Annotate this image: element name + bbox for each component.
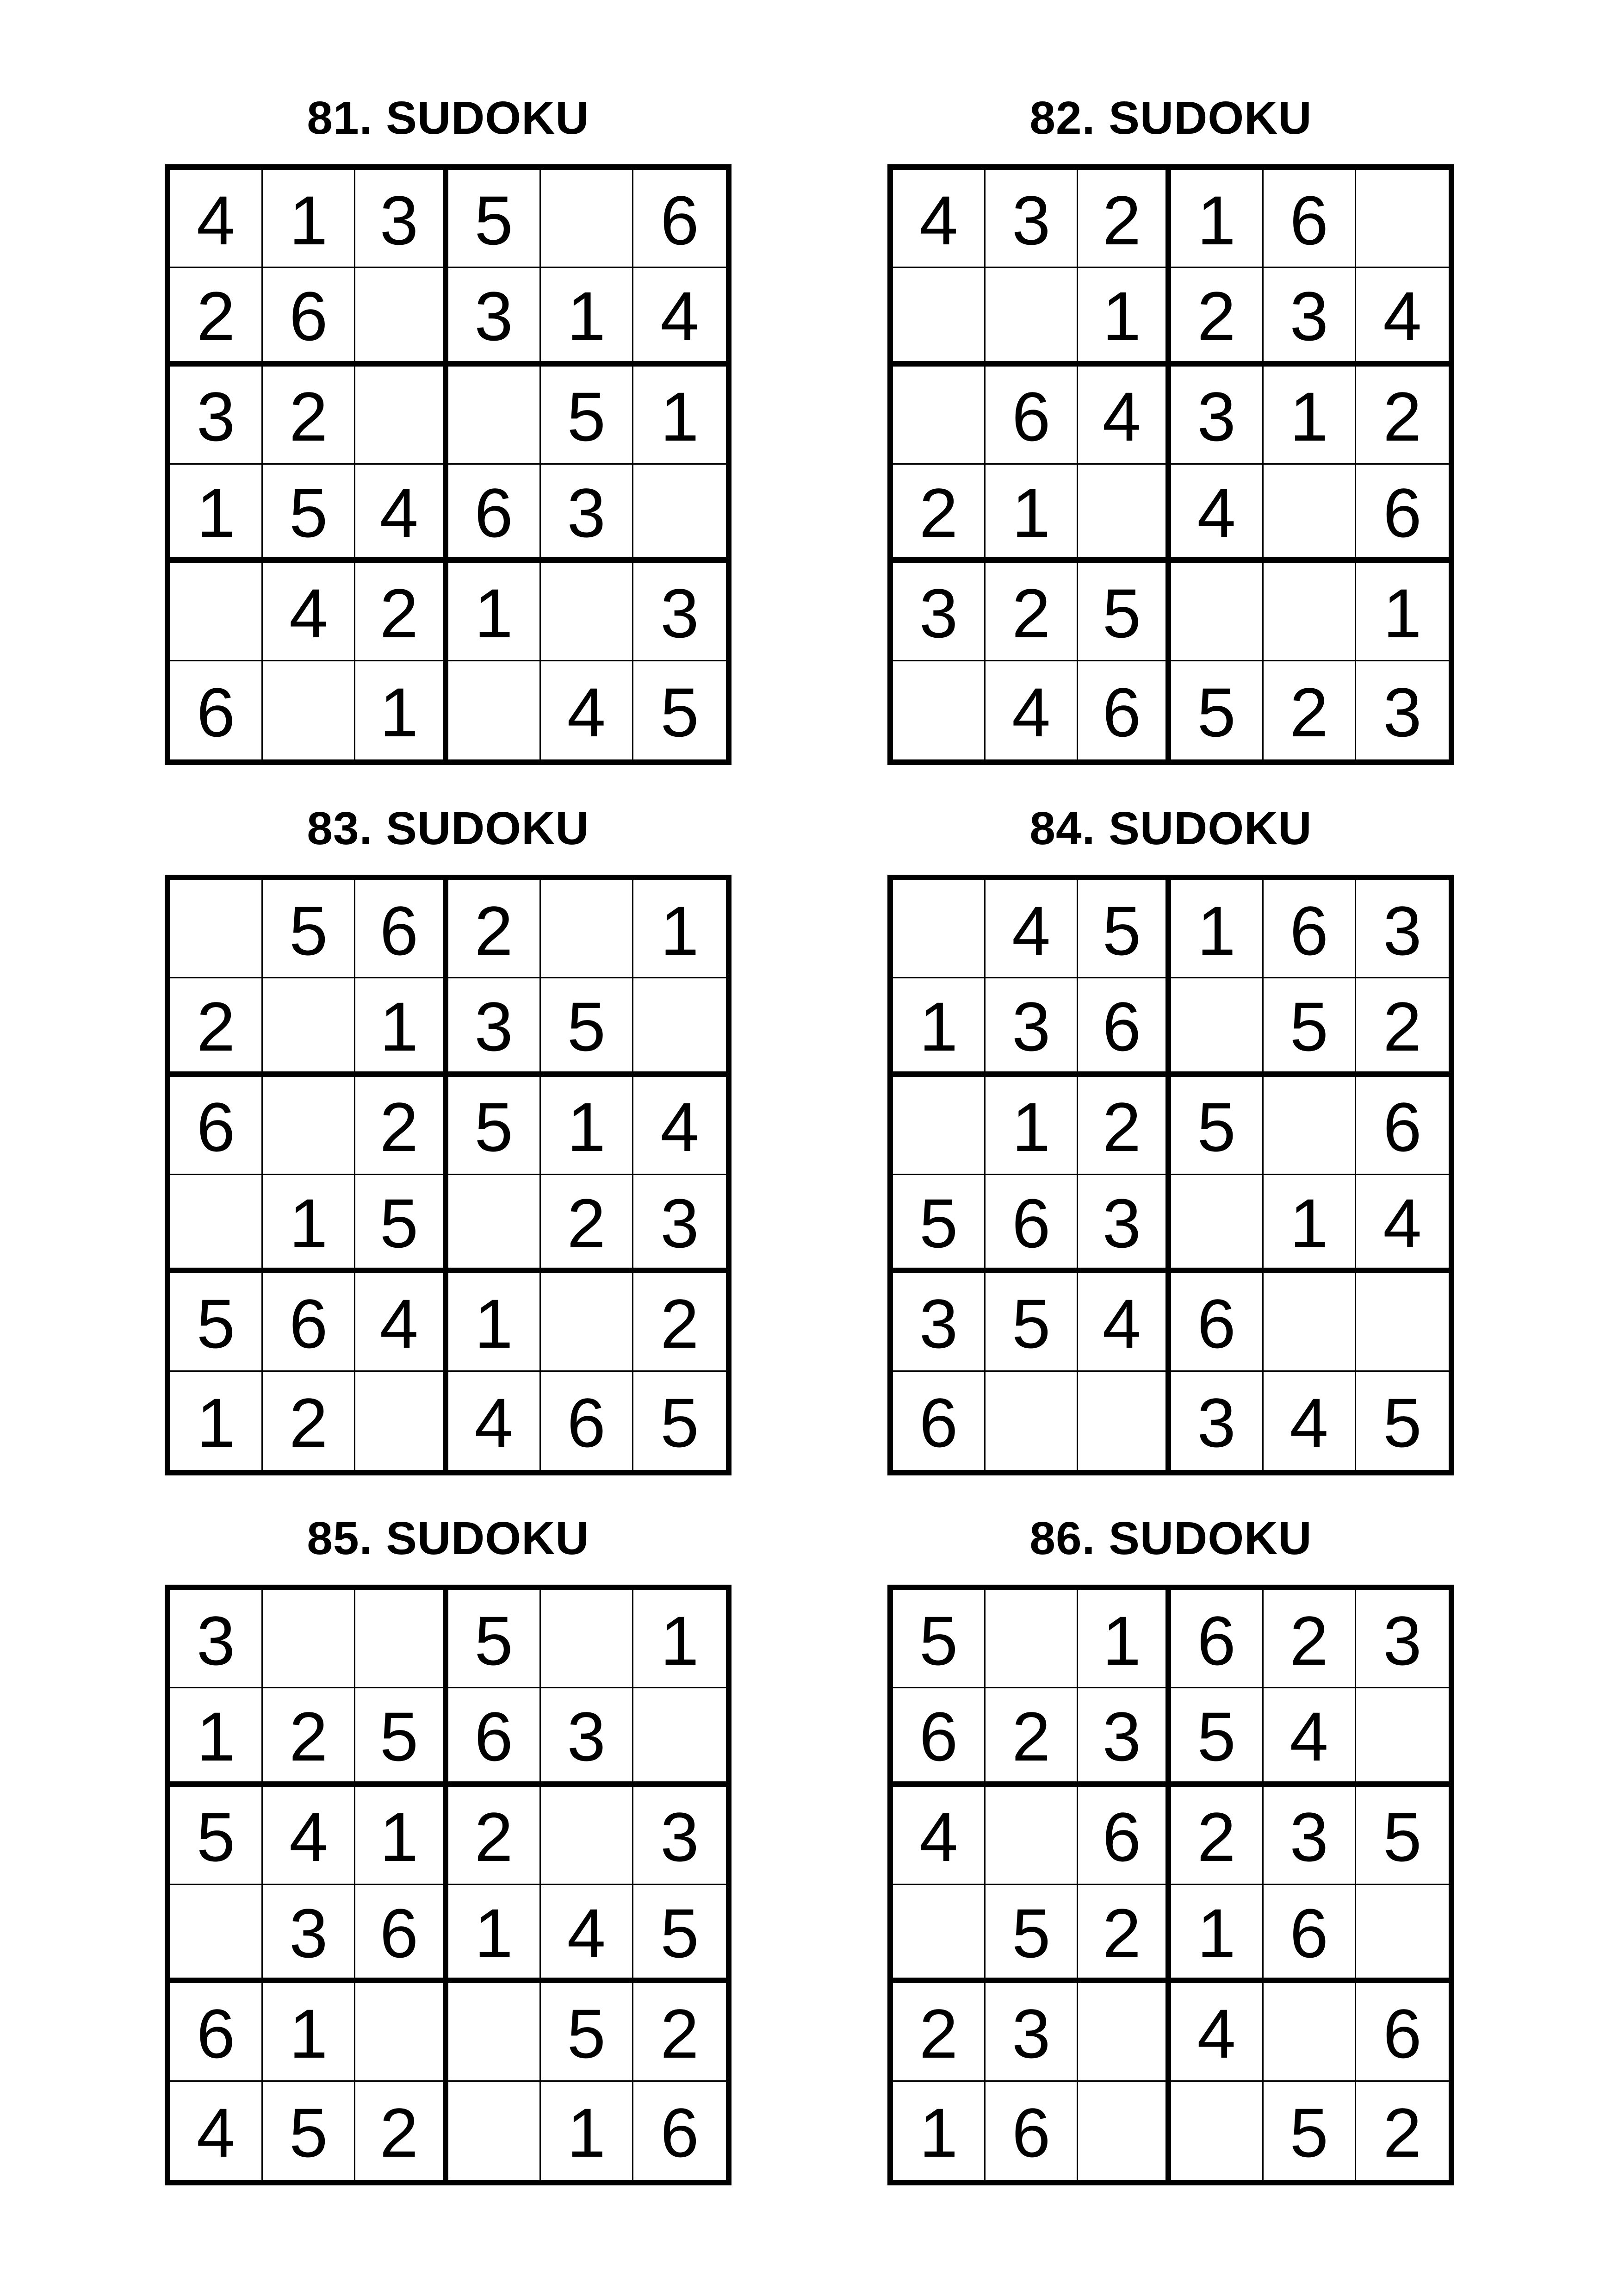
sudoku-cell[interactable]: 6 — [355, 1885, 448, 1983]
sudoku-cell[interactable]: 3 — [986, 978, 1078, 1076]
sudoku-cell[interactable] — [893, 367, 986, 465]
sudoku-grid — [165, 164, 732, 765]
sudoku-cell[interactable]: 6 — [1264, 1885, 1356, 1983]
sudoku-cell[interactable]: 4 — [355, 1273, 448, 1371]
sudoku-cell[interactable] — [633, 978, 726, 1076]
sudoku-cell[interactable]: 1 — [541, 268, 633, 366]
sudoku-cell[interactable]: 6 — [893, 1372, 986, 1470]
sudoku-cell[interactable]: 6 — [1264, 880, 1356, 978]
sudoku-cell[interactable] — [541, 1787, 633, 1885]
sudoku-cell[interactable] — [1264, 1077, 1356, 1175]
sudoku-cell[interactable]: 5 — [986, 1273, 1078, 1371]
sudoku-cell[interactable]: 4 — [986, 661, 1078, 759]
sudoku-puzzle — [887, 782, 1454, 1475]
sudoku-cell[interactable]: 3 — [1383, 673, 1422, 751]
sudoku-cell[interactable]: 3 — [170, 367, 263, 465]
puzzle-title: 85. SUDOKU — [307, 1512, 589, 1564]
sudoku-cell[interactable] — [893, 1077, 986, 1175]
sudoku-cell[interactable] — [1078, 465, 1171, 563]
sudoku-cell[interactable]: 4 — [541, 661, 633, 759]
sudoku-cell[interactable]: 4 — [1356, 268, 1449, 366]
sudoku-cell[interactable]: 5 — [1171, 661, 1264, 759]
sudoku-cell[interactable]: 6 — [263, 1273, 355, 1371]
sudoku-cell[interactable]: 4 — [541, 1885, 633, 1983]
sudoku-cell[interactable]: 3 — [1171, 367, 1264, 465]
sudoku-cell[interactable] — [170, 563, 263, 661]
sudoku-cell[interactable]: 4 — [1078, 1273, 1171, 1371]
sudoku-cell[interactable]: 5 — [448, 1077, 541, 1175]
sudoku-cell[interactable]: 1 — [1264, 367, 1356, 465]
sudoku-cell[interactable] — [541, 1273, 633, 1371]
sudoku-cell[interactable]: 2 — [1171, 1787, 1264, 1885]
sudoku-grid — [887, 164, 1454, 765]
sudoku-cell[interactable]: 6 — [1078, 978, 1171, 1076]
sudoku-cell[interactable]: 6 — [1171, 1273, 1264, 1371]
sudoku-cell[interactable]: 3 — [893, 563, 986, 661]
sudoku-cell[interactable]: 2 — [1264, 661, 1356, 759]
sudoku-cell[interactable]: 2 — [448, 1787, 541, 1885]
sudoku-cell[interactable]: 2 — [1383, 2093, 1422, 2172]
sudoku-puzzle — [887, 72, 1454, 765]
sudoku-cell[interactable]: 5 — [660, 1383, 699, 1462]
puzzle-title: 83. SUDOKU — [307, 803, 589, 854]
sudoku-cell[interactable]: 1 — [448, 1885, 541, 1983]
sudoku-cell[interactable]: 1 — [263, 170, 355, 268]
sudoku-cell[interactable]: 5 — [986, 1885, 1078, 1983]
sudoku-cell[interactable]: 1 — [633, 880, 726, 978]
sudoku-cell[interactable]: 3 — [986, 170, 1078, 268]
sudoku-cell[interactable] — [893, 661, 986, 759]
sudoku-cell[interactable]: 5 — [1356, 1787, 1449, 1885]
sudoku-cell[interactable]: 2 — [355, 1077, 448, 1175]
sudoku-cell[interactable]: 5 — [263, 465, 355, 563]
sudoku-cell[interactable]: 6 — [1078, 661, 1171, 759]
sudoku-cell[interactable]: 2 — [633, 1983, 726, 2081]
sudoku-cell[interactable]: 2 — [1078, 1885, 1171, 1983]
sudoku-cell[interactable]: 6 — [986, 2082, 1078, 2180]
sudoku-cell[interactable] — [541, 880, 633, 978]
sudoku-cell[interactable]: 5 — [1171, 1077, 1264, 1175]
sudoku-cell[interactable] — [1356, 1688, 1449, 1786]
sudoku-cell[interactable] — [541, 170, 633, 268]
sudoku-cell[interactable] — [355, 1372, 448, 1470]
sudoku-cell[interactable]: 3 — [263, 1885, 355, 1983]
sudoku-cell[interactable] — [448, 661, 541, 759]
sudoku-cell[interactable]: 6 — [1356, 1077, 1449, 1175]
sudoku-cell[interactable]: 5 — [448, 170, 541, 268]
sudoku-cell[interactable] — [263, 1590, 355, 1688]
puzzle-title: 84. SUDOKU — [1029, 803, 1312, 854]
sudoku-cell[interactable]: 5 — [263, 2082, 355, 2180]
sudoku-cell[interactable]: 5 — [355, 1688, 448, 1786]
puzzle-title: 82. SUDOKU — [1029, 92, 1312, 144]
sudoku-cell[interactable]: 4 — [170, 170, 263, 268]
sudoku-cell[interactable]: 5 — [541, 978, 633, 1076]
sudoku-cell[interactable]: 6 — [170, 661, 263, 759]
sudoku-cell[interactable]: 3 — [1078, 1688, 1171, 1786]
sudoku-cell[interactable]: 4 — [1171, 1983, 1264, 2081]
sudoku-cell[interactable]: 5 — [633, 1885, 726, 1983]
sudoku-cell[interactable]: 3 — [170, 1590, 263, 1688]
sudoku-cell[interactable]: 2 — [1078, 170, 1171, 268]
sudoku-cell[interactable]: 5 — [355, 1175, 448, 1273]
sudoku-cell[interactable] — [1264, 465, 1356, 563]
sudoku-cell[interactable]: 3 — [633, 1175, 726, 1273]
sudoku-cell[interactable]: 3 — [986, 1983, 1078, 2081]
sudoku-cell[interactable]: 6 — [660, 2093, 699, 2172]
sudoku-cell[interactable]: 1 — [1171, 1885, 1264, 1983]
sudoku-cell[interactable]: 6 — [986, 1175, 1078, 1273]
sudoku-cell[interactable] — [1078, 2082, 1171, 2180]
sudoku-cell[interactable]: 3 — [1356, 880, 1449, 978]
sudoku-cell[interactable]: 2 — [1356, 367, 1449, 465]
sudoku-cell[interactable] — [1264, 1273, 1356, 1371]
sudoku-cell[interactable]: 3 — [1356, 1590, 1449, 1688]
sudoku-cell[interactable]: 6 — [986, 367, 1078, 465]
sudoku-cell[interactable]: 6 — [170, 1983, 263, 2081]
sudoku-cell[interactable]: 2 — [170, 268, 263, 366]
sudoku-cell[interactable] — [893, 880, 986, 978]
sudoku-cell[interactable]: 6 — [1264, 170, 1356, 268]
sudoku-cell[interactable] — [448, 1983, 541, 2081]
sudoku-cell[interactable]: 4 — [1356, 1175, 1449, 1273]
sudoku-cell[interactable]: 1 — [633, 1590, 726, 1688]
sudoku-cell[interactable]: 1 — [355, 978, 448, 1076]
sudoku-cell[interactable]: 4 — [893, 1787, 986, 1885]
sudoku-cell[interactable] — [633, 1688, 726, 1786]
sudoku-cell[interactable] — [1171, 2082, 1264, 2180]
sudoku-cell[interactable]: 5 — [1078, 563, 1171, 661]
sudoku-cell[interactable]: 6 — [541, 1372, 633, 1470]
sudoku-cell[interactable]: 4 — [1264, 1688, 1356, 1786]
sudoku-cell[interactable]: 2 — [263, 1688, 355, 1786]
sudoku-cell[interactable]: 4 — [263, 1787, 355, 1885]
sudoku-cell[interactable] — [263, 978, 355, 1076]
sudoku-cell[interactable]: 1 — [541, 2082, 633, 2180]
sudoku-cell[interactable] — [986, 268, 1078, 366]
sudoku-cell[interactable]: 2 — [1171, 268, 1264, 366]
puzzle-title: 81. SUDOKU — [307, 92, 589, 144]
sudoku-cell[interactable]: 1 — [1171, 880, 1264, 978]
sudoku-cell[interactable]: 4 — [263, 563, 355, 661]
sudoku-cell[interactable]: 1 — [1356, 563, 1449, 661]
sudoku-cell[interactable] — [448, 2082, 541, 2180]
sudoku-cell[interactable]: 5 — [1264, 978, 1356, 1076]
sudoku-puzzle — [887, 1492, 1454, 2185]
sudoku-cell[interactable]: 5 — [1078, 880, 1171, 978]
sudoku-cell[interactable]: 2 — [1078, 1077, 1171, 1175]
sudoku-cell[interactable] — [986, 1590, 1078, 1688]
sudoku-cell[interactable]: 3 — [893, 1273, 986, 1371]
sudoku-cell[interactable] — [263, 661, 355, 759]
sudoku-grid — [887, 875, 1454, 1475]
sudoku-cell[interactable]: 2 — [1356, 978, 1449, 1076]
sudoku-cell[interactable]: 1 — [170, 1688, 263, 1786]
sudoku-cell[interactable]: 2 — [633, 1273, 726, 1371]
sudoku-cell[interactable]: 2 — [893, 1983, 986, 2081]
sudoku-cell[interactable]: 4 — [355, 465, 448, 563]
sudoku-cell[interactable]: 4 — [633, 268, 726, 366]
sudoku-puzzle — [165, 1492, 732, 2185]
sudoku-cell[interactable] — [355, 268, 448, 366]
sudoku-cell[interactable]: 3 — [448, 268, 541, 366]
sudoku-cell[interactable]: 6 — [1171, 1590, 1264, 1688]
sudoku-cell[interactable]: 6 — [263, 268, 355, 366]
sudoku-cell[interactable]: 3 — [633, 563, 726, 661]
sudoku-cell[interactable]: 3 — [633, 1787, 726, 1885]
sudoku-cell[interactable]: 3 — [1171, 1372, 1264, 1470]
sudoku-cell[interactable]: 4 — [448, 1372, 541, 1470]
sudoku-cell[interactable] — [893, 1885, 986, 1983]
sudoku-cell[interactable]: 4 — [1078, 367, 1171, 465]
sudoku-cell[interactable]: 6 — [1078, 1787, 1171, 1885]
sudoku-cell[interactable]: 3 — [1264, 268, 1356, 366]
sudoku-cell[interactable] — [1078, 1983, 1171, 2081]
sudoku-cell[interactable]: 2 — [263, 1372, 355, 1470]
sudoku-cell[interactable]: 1 — [1171, 170, 1264, 268]
sudoku-cell[interactable]: 3 — [1078, 1175, 1171, 1273]
sudoku-cell[interactable]: 2 — [986, 563, 1078, 661]
sudoku-cell[interactable]: 4 — [633, 1077, 726, 1175]
sudoku-grid — [165, 875, 732, 1475]
sudoku-cell[interactable]: 4 — [170, 2082, 263, 2180]
sudoku-cell[interactable] — [633, 465, 726, 563]
sudoku-cell[interactable]: 3 — [355, 170, 448, 268]
sudoku-cell[interactable]: 1 — [986, 465, 1078, 563]
sudoku-cell[interactable]: 6 — [448, 465, 541, 563]
puzzle-title: 86. SUDOKU — [1029, 1512, 1312, 1564]
sudoku-puzzle — [165, 72, 732, 765]
sudoku-cell[interactable]: 1 — [633, 367, 726, 465]
sudoku-cell[interactable]: 5 — [1264, 2082, 1356, 2180]
sudoku-grid — [887, 1585, 1454, 2185]
sudoku-cell[interactable]: 1 — [1264, 1175, 1356, 1273]
sudoku-cell[interactable]: 3 — [1264, 1787, 1356, 1885]
sudoku-cell[interactable]: 5 — [893, 1175, 986, 1273]
sudoku-cell[interactable] — [986, 1787, 1078, 1885]
sudoku-cell[interactable]: 5 — [541, 1983, 633, 2081]
sudoku-cell[interactable]: 6 — [170, 1077, 263, 1175]
sudoku-cell[interactable]: 5 — [170, 1273, 263, 1371]
sudoku-cell[interactable] — [170, 1175, 263, 1273]
sudoku-cell[interactable]: 1 — [1078, 268, 1171, 366]
sudoku-cell[interactable] — [355, 1590, 448, 1688]
sudoku-cell[interactable]: 1 — [355, 661, 448, 759]
sudoku-cell[interactable] — [448, 1175, 541, 1273]
sudoku-cell[interactable]: 4 — [1264, 1372, 1356, 1470]
sudoku-cell[interactable]: 6 — [355, 880, 448, 978]
sudoku-cell[interactable] — [1356, 1273, 1449, 1371]
sudoku-cell[interactable] — [541, 563, 633, 661]
sudoku-cell[interactable]: 2 — [355, 2082, 448, 2180]
sudoku-cell[interactable]: 2 — [541, 1175, 633, 1273]
sudoku-cell[interactable]: 2 — [986, 1688, 1078, 1786]
sudoku-cell[interactable] — [1356, 170, 1449, 268]
sudoku-cell[interactable] — [1264, 563, 1356, 661]
sudoku-cell[interactable]: 1 — [541, 1077, 633, 1175]
sudoku-cell[interactable]: 1 — [1078, 1590, 1171, 1688]
sudoku-cell[interactable]: 5 — [448, 1590, 541, 1688]
sudoku-cell[interactable] — [448, 367, 541, 465]
sudoku-cell[interactable] — [1078, 1372, 1171, 1470]
sudoku-cell[interactable]: 2 — [893, 465, 986, 563]
sudoku-cell[interactable]: 6 — [1356, 465, 1449, 563]
sudoku-cell[interactable]: 5 — [170, 1787, 263, 1885]
sudoku-cell[interactable] — [170, 880, 263, 978]
sudoku-cell[interactable] — [893, 268, 986, 366]
sudoku-grid — [165, 1585, 732, 2185]
sudoku-cell[interactable] — [1171, 978, 1264, 1076]
sudoku-cell[interactable] — [1264, 1983, 1356, 2081]
sudoku-cell[interactable]: 4 — [1171, 465, 1264, 563]
sudoku-cell[interactable] — [170, 1885, 263, 1983]
sudoku-cell[interactable] — [263, 1077, 355, 1175]
sudoku-cell[interactable]: 2 — [448, 880, 541, 978]
sudoku-cell[interactable]: 1 — [893, 2082, 986, 2180]
sudoku-cell[interactable]: 1 — [170, 1372, 263, 1470]
sudoku-cell[interactable]: 2 — [355, 563, 448, 661]
sudoku-cell[interactable]: 4 — [986, 880, 1078, 978]
sudoku-cell[interactable]: 6 — [448, 1688, 541, 1786]
sudoku-cell[interactable]: 1 — [448, 1273, 541, 1371]
sudoku-cell[interactable] — [1356, 1885, 1449, 1983]
sudoku-cell[interactable] — [1171, 1175, 1264, 1273]
sudoku-cell[interactable] — [541, 1590, 633, 1688]
sudoku-cell[interactable]: 1 — [893, 978, 986, 1076]
sudoku-cell[interactable]: 5 — [541, 367, 633, 465]
sudoku-cell[interactable]: 6 — [1356, 1983, 1449, 2081]
sudoku-cell[interactable]: 2 — [170, 978, 263, 1076]
sudoku-cell[interactable]: 5 — [1383, 1383, 1422, 1462]
sudoku-cell[interactable]: 6 — [893, 1688, 986, 1786]
sudoku-cell[interactable]: 1 — [263, 1175, 355, 1273]
sudoku-cell[interactable] — [1171, 563, 1264, 661]
sudoku-cell[interactable]: 1 — [986, 1077, 1078, 1175]
sudoku-cell[interactable]: 1 — [170, 465, 263, 563]
sudoku-cell[interactable]: 3 — [541, 1688, 633, 1786]
sudoku-cell[interactable]: 5 — [263, 880, 355, 978]
sudoku-cell[interactable]: 5 — [893, 1590, 986, 1688]
sudoku-cell[interactable]: 3 — [541, 465, 633, 563]
sudoku-cell[interactable] — [986, 1372, 1078, 1470]
sudoku-puzzle — [165, 782, 732, 1475]
sudoku-cell[interactable]: 2 — [1264, 1590, 1356, 1688]
sudoku-cell[interactable]: 1 — [355, 1787, 448, 1885]
sudoku-cell[interactable]: 4 — [893, 170, 986, 268]
sudoku-cell[interactable]: 3 — [448, 978, 541, 1076]
sudoku-cell[interactable]: 6 — [633, 170, 726, 268]
sudoku-cell[interactable]: 2 — [263, 367, 355, 465]
sudoku-cell[interactable]: 5 — [660, 673, 699, 751]
sudoku-cell[interactable]: 5 — [1171, 1688, 1264, 1786]
sudoku-cell[interactable] — [355, 367, 448, 465]
sudoku-cell[interactable]: 1 — [263, 1983, 355, 2081]
sudoku-cell[interactable]: 1 — [448, 563, 541, 661]
sudoku-cell[interactable] — [355, 1983, 448, 2081]
